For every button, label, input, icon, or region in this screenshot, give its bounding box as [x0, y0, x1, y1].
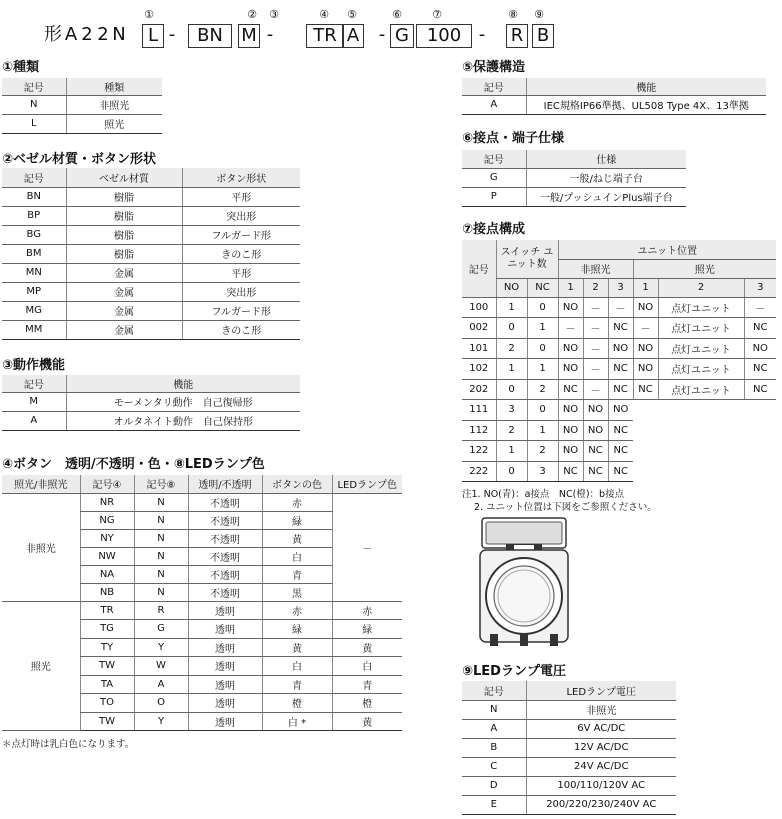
model-char: 2	[97, 24, 109, 45]
note-contacts-2: 2. ユニット位置は下図をご参照ください。	[474, 502, 657, 513]
table-cell: 102	[462, 359, 496, 380]
section-title-type: ①種類	[2, 60, 40, 75]
table-row	[2, 493, 402, 511]
header-code: 記号	[462, 681, 526, 700]
table-cell: TO	[80, 694, 134, 713]
table-cell: 202	[462, 379, 496, 400]
table-cell: NO	[558, 297, 583, 318]
table-cell: 黄	[262, 529, 332, 547]
table-row	[2, 244, 300, 263]
table-cell: N	[134, 547, 188, 565]
table-cell: 非照光	[526, 700, 676, 719]
model-char: A	[342, 24, 364, 48]
header-sub: 2	[658, 278, 744, 297]
header-sub: 1	[633, 278, 658, 297]
table-cell: 1	[496, 441, 527, 462]
table-row	[462, 420, 776, 441]
table-cell: IEC規格IP66準拠、UL508 Type 4X、13準拠	[526, 95, 766, 114]
table-cell: TR	[80, 601, 134, 620]
table-cell: －	[583, 359, 608, 380]
model-char: M	[238, 24, 260, 48]
table-row	[2, 263, 300, 282]
table-cell: 金属	[66, 301, 182, 320]
unit-position-diagram	[476, 516, 572, 650]
table-cell: 122	[462, 441, 496, 462]
table-cell: フルガード形	[182, 225, 300, 244]
header-sub: 3	[608, 278, 633, 297]
section-title-terminal: ⑥接点・端子仕様	[462, 131, 565, 146]
table-cell: 金属	[66, 263, 182, 282]
model-char: G	[390, 24, 414, 48]
table-cell: 平形	[182, 263, 300, 282]
table-cell: 金属	[66, 320, 182, 339]
model-position-number: ⑥	[392, 8, 402, 21]
table-row	[462, 738, 676, 757]
table-cell: NC	[608, 420, 633, 441]
table-cell: 照光	[66, 114, 162, 133]
table-cell: A	[2, 411, 66, 430]
table-cell: 不透明	[188, 493, 262, 511]
table-row	[462, 318, 776, 339]
table-cell: 101	[462, 338, 496, 359]
section-title-led-voltage: ⑨LEDランプ電圧	[462, 664, 566, 679]
table-cell: L	[2, 114, 66, 133]
table-cell: 金属	[66, 282, 182, 301]
table-cell: 青	[262, 565, 332, 583]
table-cell: 6V AC/DC	[526, 719, 676, 738]
table-cell: NO	[633, 338, 658, 359]
table-cell: 2	[527, 441, 558, 462]
table-row	[462, 379, 776, 400]
table-cell: 2	[496, 338, 527, 359]
table-cell: 突出形	[182, 282, 300, 301]
header-bezel-material: ベゼル材質	[66, 168, 182, 187]
table-cell: N	[134, 565, 188, 583]
table-cell: N	[2, 95, 66, 114]
table-cell: 赤	[262, 601, 332, 620]
header-lit-type: 照光/非照光	[2, 475, 80, 493]
table-cell: モーメンタリ動作 自己復帰形	[66, 392, 300, 411]
section-title-button-color: ④ボタン 透明/不透明・色・⑧LEDランプ色	[2, 457, 265, 472]
table-cell: 白	[332, 657, 402, 676]
table-row	[2, 301, 300, 320]
table-row	[462, 461, 776, 482]
table-cell: C	[462, 757, 526, 776]
table-row	[462, 757, 676, 776]
table-cell: 24V AC/DC	[526, 757, 676, 776]
table-row	[462, 795, 676, 814]
header-code: 記号	[2, 78, 66, 95]
table-cell: TW	[80, 712, 134, 731]
table-cell: －	[583, 379, 608, 400]
header-type: 種類	[66, 78, 162, 95]
table-cell: 緑	[262, 620, 332, 639]
table-cell: 緑	[332, 620, 402, 639]
table-cell: －	[332, 493, 402, 601]
table-cell: 透明	[188, 601, 262, 620]
table-cell: 不透明	[188, 511, 262, 529]
table-terminal	[462, 150, 686, 207]
table-cell: 樹脂	[66, 187, 182, 206]
table-cell: NC	[608, 359, 633, 380]
table-cell: 黒	[262, 583, 332, 601]
table-row	[2, 95, 162, 114]
table-row	[2, 392, 300, 411]
table-cell: NR	[80, 493, 134, 511]
table-cell: オルタネイト動作 自己保持形	[66, 411, 300, 430]
model-position-number: ①	[144, 8, 154, 21]
table-bezel	[2, 168, 300, 340]
table-cell: 黄	[332, 638, 402, 657]
note-lit-color: ＊点灯時は乳白色になります。	[2, 739, 135, 750]
header-sub: 1	[558, 278, 583, 297]
table-cell: 不透明	[188, 529, 262, 547]
table-cell: 白 *	[262, 712, 332, 731]
table-cell: 点灯ユニット	[658, 359, 744, 380]
model-char: B	[532, 24, 554, 48]
table-cell: 平形	[182, 187, 300, 206]
header-sub: 3	[744, 278, 776, 297]
table-row	[462, 776, 676, 795]
model-position-number: ⑦	[432, 8, 442, 21]
table-cell: E	[462, 795, 526, 814]
table-cell: NO	[558, 359, 583, 380]
table-cell: TW	[80, 657, 134, 676]
table-cell: NA	[80, 565, 134, 583]
section-title-contacts: ⑦接点構成	[462, 222, 526, 237]
table-cell: NC	[744, 379, 776, 400]
header-code: 記号	[462, 78, 526, 95]
table-cell: N	[134, 493, 188, 511]
table-row	[462, 187, 686, 206]
table-row	[2, 225, 300, 244]
table-cell: 非照光	[66, 95, 162, 114]
table-cell: TG	[80, 620, 134, 639]
table-cell: 白	[262, 547, 332, 565]
table-cell: BG	[2, 225, 66, 244]
table-cell: NO	[558, 400, 583, 421]
table-cell: 1	[527, 420, 558, 441]
table-cell: 0	[496, 318, 527, 339]
table-cell: 222	[462, 461, 496, 482]
note-contacts-1: 注1. NO(青)：a接点 NC(橙)：b接点	[462, 489, 625, 500]
table-cell: 点灯ユニット	[658, 318, 744, 339]
table-cell: NC	[744, 318, 776, 339]
table-cell: 青	[332, 675, 402, 694]
table-cell: 不透明	[188, 583, 262, 601]
table-cell: G	[462, 168, 526, 187]
table-cell: NC	[633, 379, 658, 400]
table-row	[2, 601, 402, 620]
table-cell: 3	[527, 461, 558, 482]
table-cell: 緑	[262, 511, 332, 529]
table-cell: 不透明	[188, 547, 262, 565]
model-char: N	[112, 24, 126, 45]
table-cell: 0	[527, 297, 558, 318]
table-row	[2, 320, 300, 339]
table-cell: B	[462, 738, 526, 757]
table-cell: 橙	[262, 694, 332, 713]
table-cell: N	[134, 511, 188, 529]
table-row	[462, 400, 776, 421]
table-cell: NC	[583, 441, 608, 462]
table-cell: D	[462, 776, 526, 795]
table-cell: 0	[527, 400, 558, 421]
table-cell: 樹脂	[66, 225, 182, 244]
table-operation	[2, 375, 300, 431]
table-cell: 112	[462, 420, 496, 441]
table-cell: 200/220/230/240V AC	[526, 795, 676, 814]
table-cell: NO	[608, 400, 633, 421]
table-cell: NC	[558, 379, 583, 400]
header-button-color: ボタンの色	[262, 475, 332, 493]
section-title-operation: ③動作機能	[2, 358, 66, 373]
table-row	[462, 168, 686, 187]
table-cell: 0	[527, 338, 558, 359]
header-led-color: LEDランプ色	[332, 475, 402, 493]
table-cell: NC	[608, 461, 633, 482]
table-cell: 青	[262, 675, 332, 694]
table-row	[2, 411, 300, 430]
table-cell: N	[134, 529, 188, 547]
table-cell: N	[462, 700, 526, 719]
table-cell: A	[134, 675, 188, 694]
section-title-protection: ⑤保護構造	[462, 60, 526, 75]
header-code: 記号	[2, 375, 66, 392]
table-cell: －	[583, 338, 608, 359]
table-cell: 111	[462, 400, 496, 421]
table-cell: BN	[2, 187, 66, 206]
table-cell: NO	[558, 420, 583, 441]
table-cell: NO	[608, 338, 633, 359]
table-row	[462, 338, 776, 359]
table-cell: －	[608, 297, 633, 318]
table-cell: 一般/プッシュインPlus端子台	[526, 187, 686, 206]
table-cell: R	[134, 601, 188, 620]
model-char: TR	[306, 24, 344, 48]
model-position-number: ③	[269, 8, 279, 21]
table-contacts	[462, 240, 776, 482]
model-char: 100	[416, 24, 472, 48]
model-char: L	[142, 24, 164, 48]
table-cell: きのこ形	[182, 244, 300, 263]
table-cell: BP	[2, 206, 66, 225]
table-cell: G	[134, 620, 188, 639]
table-cell: NO	[558, 338, 583, 359]
table-cell: NB	[80, 583, 134, 601]
table-cell: W	[134, 657, 188, 676]
table-cell: 0	[496, 379, 527, 400]
table-cell: MM	[2, 320, 66, 339]
table-cell: －	[583, 297, 608, 318]
table-cell: 透明	[188, 694, 262, 713]
table-row	[462, 297, 776, 318]
table-cell: Y	[134, 638, 188, 657]
table-protection	[462, 78, 766, 115]
model-position-number: ⑨	[534, 8, 544, 21]
table-cell: MG	[2, 301, 66, 320]
table-cell: 樹脂	[66, 206, 182, 225]
header-spec: 仕様	[526, 150, 686, 168]
model-position-number: ④	[319, 8, 329, 21]
table-cell: NO	[583, 420, 608, 441]
table-cell: 透明	[188, 712, 262, 731]
header-sub: NO	[496, 278, 527, 297]
header-code: 記号	[2, 168, 66, 187]
table-cell: 突出形	[182, 206, 300, 225]
table-cell: 赤	[262, 493, 332, 511]
table-cell: 100	[462, 297, 496, 318]
model-char: BN	[188, 24, 232, 48]
header-transparency: 透明/不透明	[188, 475, 262, 493]
table-cell: NC	[608, 441, 633, 462]
header-sub: 2	[583, 278, 608, 297]
table-cell: N	[134, 583, 188, 601]
table-type	[2, 78, 162, 134]
table-cell: TY	[80, 638, 134, 657]
table-cell: －	[633, 318, 658, 339]
table-cell: 樹脂	[66, 244, 182, 263]
table-cell: 100/110/120V AC	[526, 776, 676, 795]
table-cell: NO	[558, 441, 583, 462]
table-cell: 点灯ユニット	[658, 297, 744, 318]
table-cell: 橙	[332, 694, 402, 713]
header-button-shape: ボタン形状	[182, 168, 300, 187]
group-label-non-lit: 非照光	[2, 493, 80, 601]
table-row	[2, 206, 300, 225]
table-cell: NY	[80, 529, 134, 547]
table-cell: 不透明	[188, 565, 262, 583]
table-cell: 1	[527, 318, 558, 339]
table-cell: NW	[80, 547, 134, 565]
table-cell: 1	[496, 359, 527, 380]
table-cell: A	[462, 95, 526, 114]
table-row	[2, 187, 300, 206]
header-code: 記号	[462, 240, 496, 297]
table-cell: 黄	[262, 638, 332, 657]
table-cell: 点灯ユニット	[658, 338, 744, 359]
table-cell: 黄	[332, 712, 402, 731]
table-cell: 2	[496, 420, 527, 441]
header-lit: 照光	[633, 259, 776, 278]
table-cell: O	[134, 694, 188, 713]
table-cell: フルガード形	[182, 301, 300, 320]
table-cell: 12V AC/DC	[526, 738, 676, 757]
header-code: 記号	[462, 150, 526, 168]
table-cell: NC	[608, 318, 633, 339]
table-cell: 1	[496, 297, 527, 318]
table-cell: Y	[134, 712, 188, 731]
table-cell: NO	[583, 400, 608, 421]
model-char: A	[64, 24, 78, 45]
header-unit-position: ユニット位置	[558, 240, 776, 259]
table-row	[2, 282, 300, 301]
table-row	[2, 114, 162, 133]
table-cell: NO	[633, 297, 658, 318]
table-cell: －	[583, 318, 608, 339]
table-cell: NC	[744, 359, 776, 380]
table-cell: A	[462, 719, 526, 738]
table-cell: TA	[80, 675, 134, 694]
table-cell: NC	[608, 379, 633, 400]
table-cell: 透明	[188, 638, 262, 657]
table-cell: MN	[2, 263, 66, 282]
table-led-voltage	[462, 681, 676, 815]
header-code8: 記号⑧	[134, 475, 188, 493]
table-button-color	[2, 475, 402, 731]
model-char: -	[168, 24, 176, 45]
header-non-lit: 非照光	[558, 259, 633, 278]
table-cell: 一般/ねじ端子台	[526, 168, 686, 187]
table-cell: MP	[2, 282, 66, 301]
table-cell: 002	[462, 318, 496, 339]
header-switch-count: スイッチ ユニット数	[496, 240, 558, 278]
table-cell: M	[2, 392, 66, 411]
group-label-lit: 照光	[2, 601, 80, 731]
model-position-number: ②	[247, 8, 257, 21]
table-cell: P	[462, 187, 526, 206]
header-function: 機能	[526, 78, 766, 95]
table-cell: －	[744, 297, 776, 318]
table-cell: 透明	[188, 657, 262, 676]
model-position-number: ⑤	[347, 8, 357, 21]
section-title-bezel: ②ベゼル材質・ボタン形状	[2, 152, 157, 167]
table-cell: NO	[633, 359, 658, 380]
table-cell: NC	[583, 461, 608, 482]
table-cell: －	[558, 318, 583, 339]
model-char: -	[378, 24, 386, 45]
header-function: 機能	[66, 375, 300, 392]
table-cell: 1	[527, 359, 558, 380]
model-char: R	[506, 24, 528, 48]
header-sub: NC	[527, 278, 558, 297]
table-cell: 透明	[188, 620, 262, 639]
table-row	[462, 441, 776, 462]
table-cell: NC	[558, 461, 583, 482]
table-cell: 点灯ユニット	[658, 379, 744, 400]
model-char: -	[266, 24, 274, 45]
table-cell: 白	[262, 657, 332, 676]
table-row	[462, 700, 676, 719]
table-cell: BM	[2, 244, 66, 263]
table-cell: 3	[496, 400, 527, 421]
model-char: -	[478, 24, 486, 45]
table-cell: NG	[80, 511, 134, 529]
table-row	[462, 719, 676, 738]
model-position-number: ⑧	[508, 8, 518, 21]
model-char: 2	[81, 24, 93, 45]
table-row	[462, 95, 766, 114]
header-code4: 記号④	[80, 475, 134, 493]
table-cell: 2	[527, 379, 558, 400]
table-cell: NO	[744, 338, 776, 359]
model-prefix: 形	[44, 24, 62, 45]
table-cell: 透明	[188, 675, 262, 694]
table-row	[462, 359, 776, 380]
table-cell: 赤	[332, 601, 402, 620]
header-led-voltage: LEDランプ電圧	[526, 681, 676, 700]
table-cell: きのこ形	[182, 320, 300, 339]
table-cell: 0	[496, 461, 527, 482]
